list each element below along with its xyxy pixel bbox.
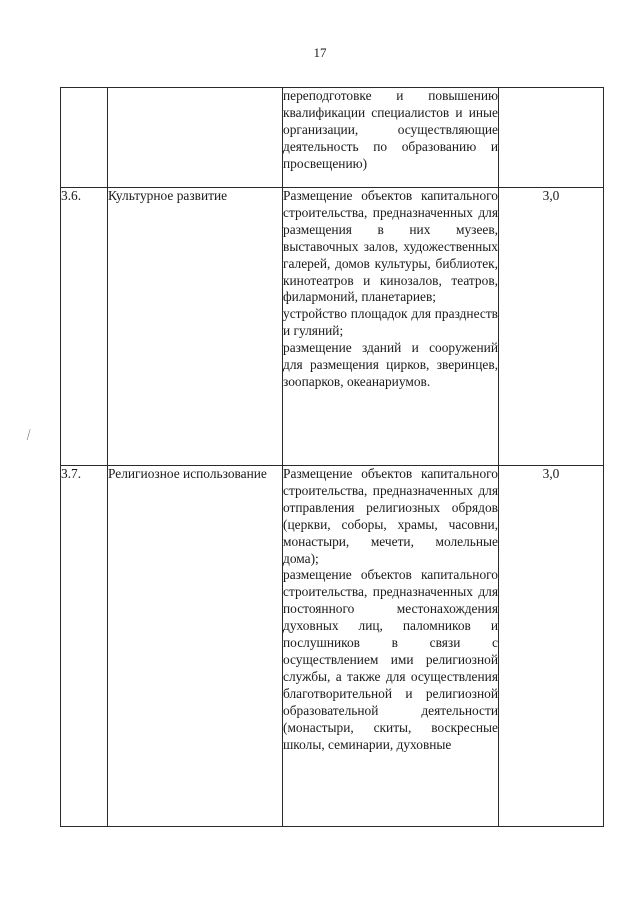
table-row <box>61 88 604 188</box>
description-paragraph: Размещение объектов капитального строительства, предназначенных для размещения в них музеев, выставочных залов, художественных галерей, домов культуры, библиотек, кинотеатров и кинозалов, театров, филармоний, планетариев; <box>283 188 498 305</box>
zoning-table <box>60 87 604 827</box>
use-type-name <box>108 88 283 188</box>
description-paragraph: переподготовке и повышению квалификации специалистов и иные организации, осуществляющие деятельность по образованию и просвещению) <box>283 88 498 171</box>
description-paragraph: размещение зданий и сооружений для размещения цирков, зверинцев, зоопарков, океанариумов. <box>283 340 498 389</box>
coefficient-value: 3,0 <box>499 188 604 466</box>
handwritten-mark-icon: ⁄ <box>25 428 33 443</box>
table-row <box>61 188 604 466</box>
description-paragraph: размещение объектов капитального строительства, предназначенных для постоянного местонахождения духовных лиц, паломников и послушников в связи с осуществлением ими религиозной службы, а также для осуществления благотворительной и религиозной образовательной деятельности (монастыри, скиты, воскресные школы, семинарии, духовные <box>283 567 498 752</box>
table-row <box>61 466 604 827</box>
use-description <box>283 188 499 466</box>
coefficient-value <box>499 88 604 188</box>
row-number: 3.7. <box>61 466 108 827</box>
use-type-name: Культурное развитие <box>108 188 283 466</box>
use-description <box>283 466 499 827</box>
use-description <box>283 88 499 188</box>
row-number <box>61 88 108 188</box>
description-paragraph: устройство площадок для празднеств и гуляний; <box>283 306 498 339</box>
use-type-name: Религиозное использование <box>108 466 283 827</box>
row-number: 3.6. <box>61 188 108 466</box>
page-number: 17 <box>313 45 327 60</box>
coefficient-value: 3,0 <box>499 466 604 827</box>
description-paragraph: Размещение объектов капитального строительства, предназначенных для отправления религиозных обрядов (церкви, соборы, храмы, часовни, монастыри, мечети, молельные дома); <box>283 466 498 566</box>
